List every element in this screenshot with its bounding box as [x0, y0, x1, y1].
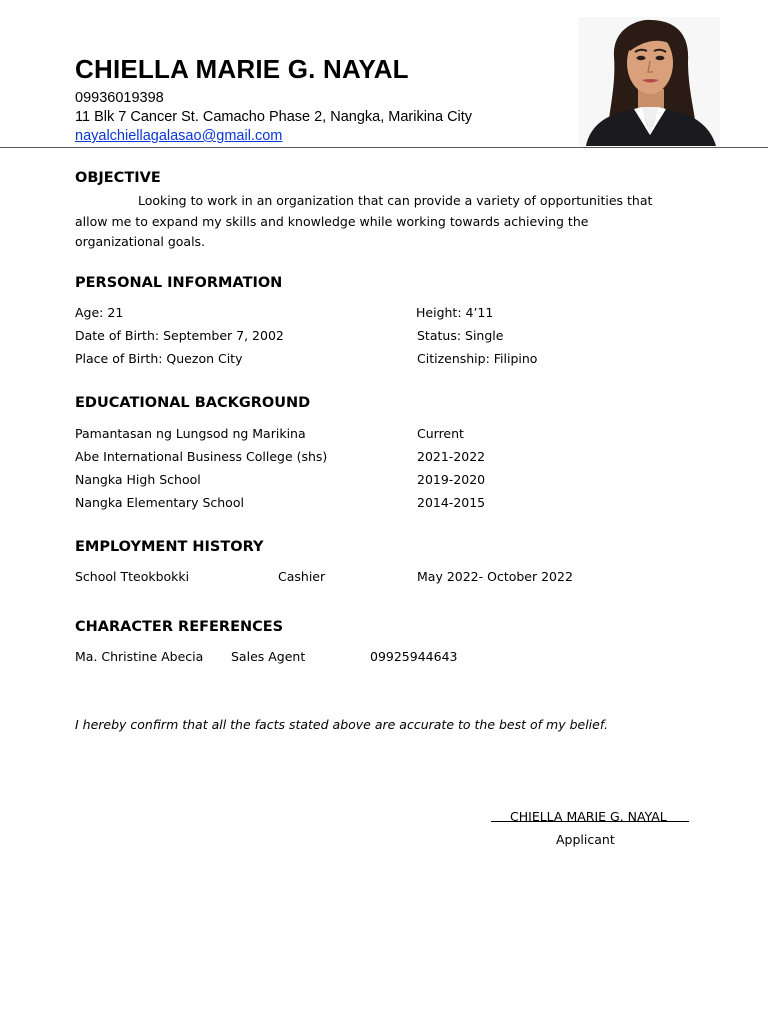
- school-name: Pamantasan ng Lungsod ng Marikina: [75, 426, 306, 441]
- signature-line: [491, 821, 689, 822]
- school-name: Nangka High School: [75, 472, 201, 487]
- job-position: Cashier: [278, 569, 326, 584]
- home-address: 11 Blk 7 Cancer St. Camacho Phase 2, Nangka, Marikina City: [75, 109, 473, 125]
- signature-role: Applicant: [556, 832, 615, 847]
- employment-period: May 2022- October 2022: [417, 569, 573, 584]
- school-name: Nangka Elementary School: [75, 495, 244, 510]
- school-name: Abe International Business College (shs): [75, 449, 328, 464]
- status-field: Status: Single: [417, 328, 504, 343]
- phone-number: 09936019398: [75, 90, 164, 106]
- signature-name: CHIELLA MARIE G. NAYAL: [510, 809, 667, 824]
- employer-name: School Tteokbokki: [75, 569, 190, 584]
- height-field: Height: 4’11: [416, 305, 494, 320]
- certification-statement: I hereby confirm that all the facts stated above are accurate to the best of my belief.: [75, 717, 608, 732]
- references-heading: CHARACTER REFERENCES: [75, 619, 284, 635]
- objective-text: [75, 191, 675, 253]
- birth-place-field: Place of Birth: Quezon City: [75, 351, 243, 366]
- citizenship-field: Citizenship: Filipino: [417, 351, 538, 366]
- email-link[interactable]: nayalchiellagalasao@gmail.com: [75, 128, 283, 144]
- birth-date-field: Date of Birth: September 7, 2002: [75, 328, 284, 343]
- school-year: 2021-2022: [417, 449, 486, 464]
- portrait-image: [578, 17, 720, 146]
- personal-info-heading: PERSONAL INFORMATION: [75, 275, 283, 291]
- school-year: 2019-2020: [417, 472, 486, 487]
- objective-heading: OBJECTIVE: [75, 170, 161, 186]
- reference-position: Sales Agent: [231, 649, 306, 664]
- reference-phone: 09925944643: [370, 649, 458, 664]
- applicant-photo: [578, 17, 720, 146]
- school-year: Current: [417, 426, 464, 441]
- age-field: Age: 21: [75, 305, 124, 320]
- header-divider: [0, 147, 768, 148]
- employment-heading: EMPLOYMENT HISTORY: [75, 539, 264, 555]
- education-heading: EDUCATIONAL BACKGROUND: [75, 395, 311, 411]
- reference-name: Ma. Christine Abecia: [75, 649, 204, 664]
- school-year: 2014-2015: [417, 495, 486, 510]
- applicant-name: CHIELLA MARIE G. NAYAL: [75, 54, 409, 84]
- objective-paragraph: Looking to work in an organization that can provide a variety of opportunities that allow me to expand my skills and knowledge while working towards achieving the organizational goals.: [75, 193, 653, 249]
